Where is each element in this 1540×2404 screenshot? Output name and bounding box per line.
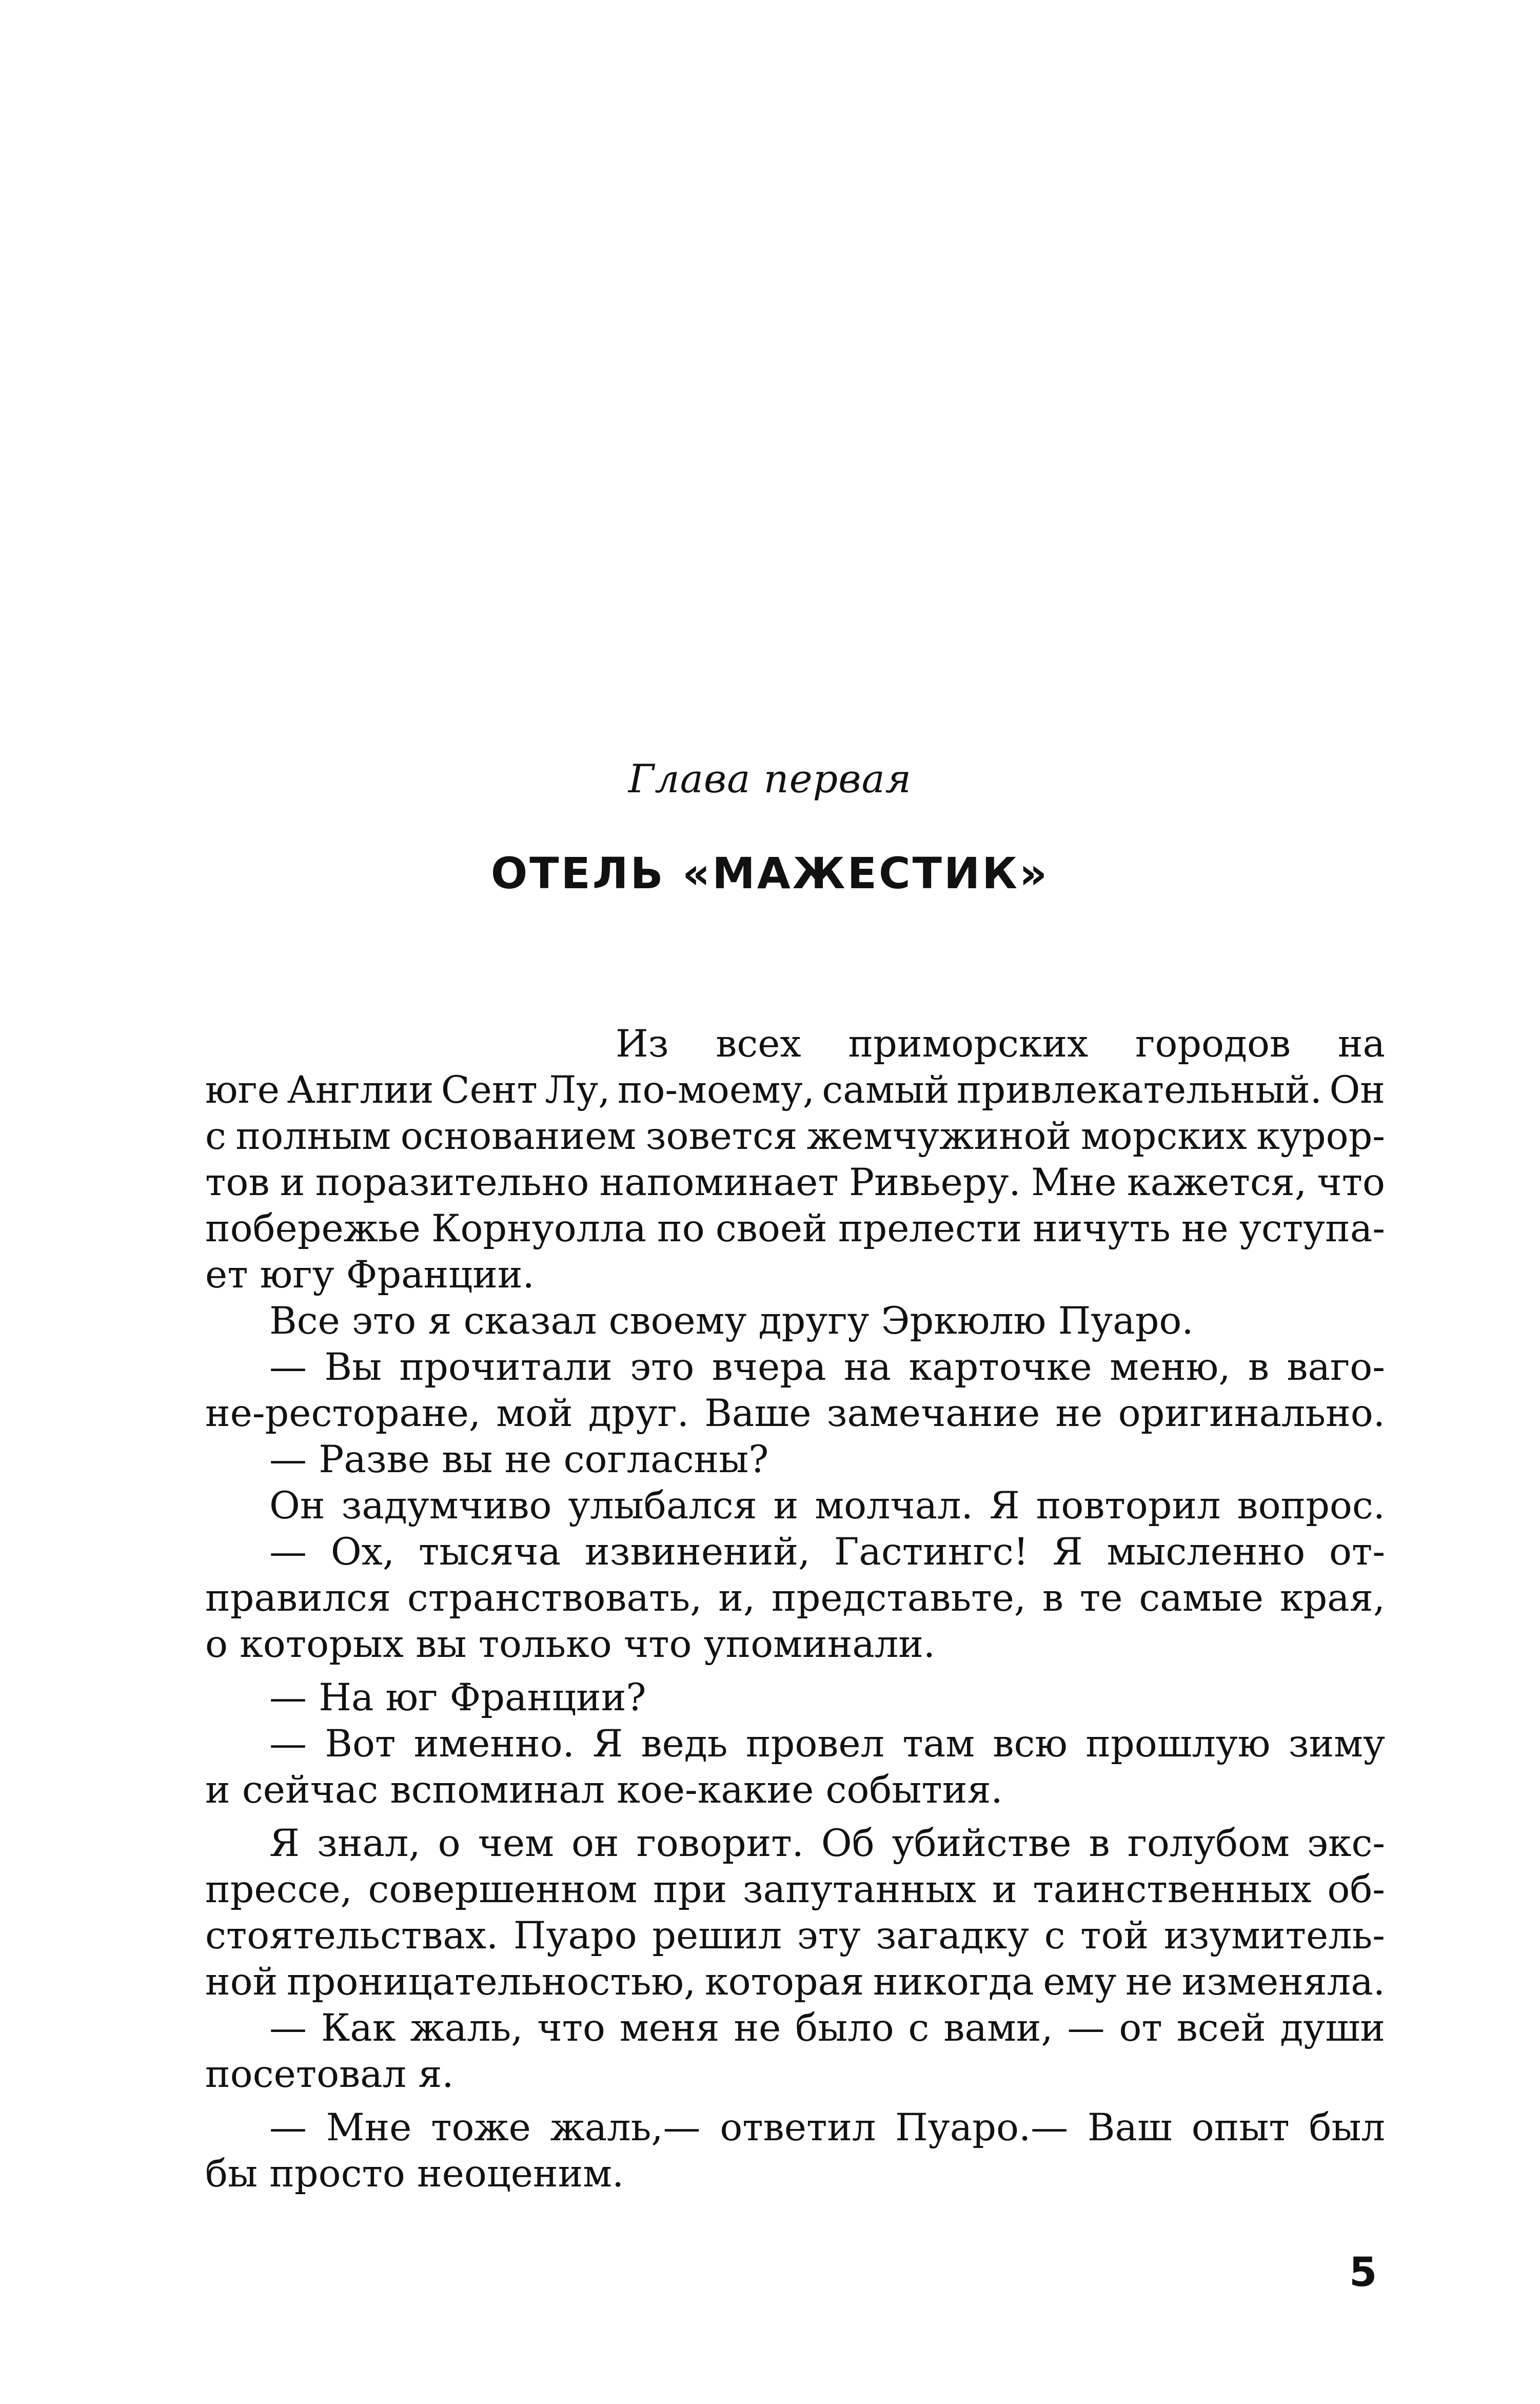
text-line: Из всех приморских городов на bbox=[616, 1022, 1385, 1066]
body-text bbox=[205, 1021, 1385, 2197]
text-line: Он задумчиво улыбался и молчал. Я повторил вопрос. bbox=[269, 1484, 1385, 1528]
text-line: стоятельствах. Пуаро решил эту загадку с той изумитель- bbox=[205, 1914, 1385, 1958]
text-line: не-ресторане, мой друг. Ваше замечание не оригинально. bbox=[205, 1392, 1385, 1435]
text-line: бы просто неоценим. bbox=[205, 2152, 624, 2196]
text-line: — Мне тоже жаль,— ответил Пуаро.— Ваш опыт был bbox=[269, 2106, 1385, 2149]
text-line: ет югу Франции. bbox=[205, 1253, 535, 1297]
text-line: о которых вы только что упоминали. bbox=[205, 1623, 936, 1666]
text-line: — Вот именно. Я ведь провел там всю прошлую зиму bbox=[269, 1722, 1385, 1766]
chapter-title: ОТЕЛЬ «МАЖЕСТИК» bbox=[490, 848, 1050, 898]
text-line: тов и поразительно напоминает Ривьеру. Мне кажется, что bbox=[205, 1161, 1385, 1204]
text-line: правился странствовать, и, представьте, в те самые края, bbox=[205, 1576, 1385, 1620]
text-line: и сейчас вспоминал кое-какие события. bbox=[205, 1768, 1003, 1812]
text-line: — Разве вы не согласны? bbox=[269, 1438, 769, 1481]
text-line: с полным основанием зовется жемчужиной морских курор- bbox=[205, 1115, 1385, 1158]
text-line: — Ох, тысяча извинений, Гастингс! Я мысленно от- bbox=[269, 1530, 1385, 1574]
text-line: Я знал, о чем он говорит. Об убийстве в голубом экс- bbox=[269, 1822, 1385, 1865]
text-line: побережье Корнуолла по своей прелести ничуть не уступа- bbox=[205, 1207, 1385, 1250]
text-line: — Как жаль, что меня не было с вами, — от всей души bbox=[269, 2006, 1385, 2050]
text-line: Все это я сказал своему другу Эркюлю Пуаро. bbox=[269, 1299, 1194, 1343]
text-line: — На юг Франции? bbox=[269, 1676, 646, 1719]
text-line: прессе, совершенном при запутанных и таинственных об- bbox=[205, 1868, 1385, 1911]
text-line: ной проницательностью, которая никогда ему не изменяла. bbox=[205, 1960, 1385, 2004]
text-line: посетовал я. bbox=[205, 2053, 454, 2096]
text-line: — Вы прочитали это вчера на карточке меню, в ваго- bbox=[269, 1345, 1385, 1389]
text-line: юге Англии Сент Лу, по-моему, самый привлекательный. Он bbox=[205, 1068, 1385, 1112]
page-number: 5 bbox=[1349, 2250, 1377, 2296]
chapter-label: Глава первая bbox=[628, 756, 912, 802]
